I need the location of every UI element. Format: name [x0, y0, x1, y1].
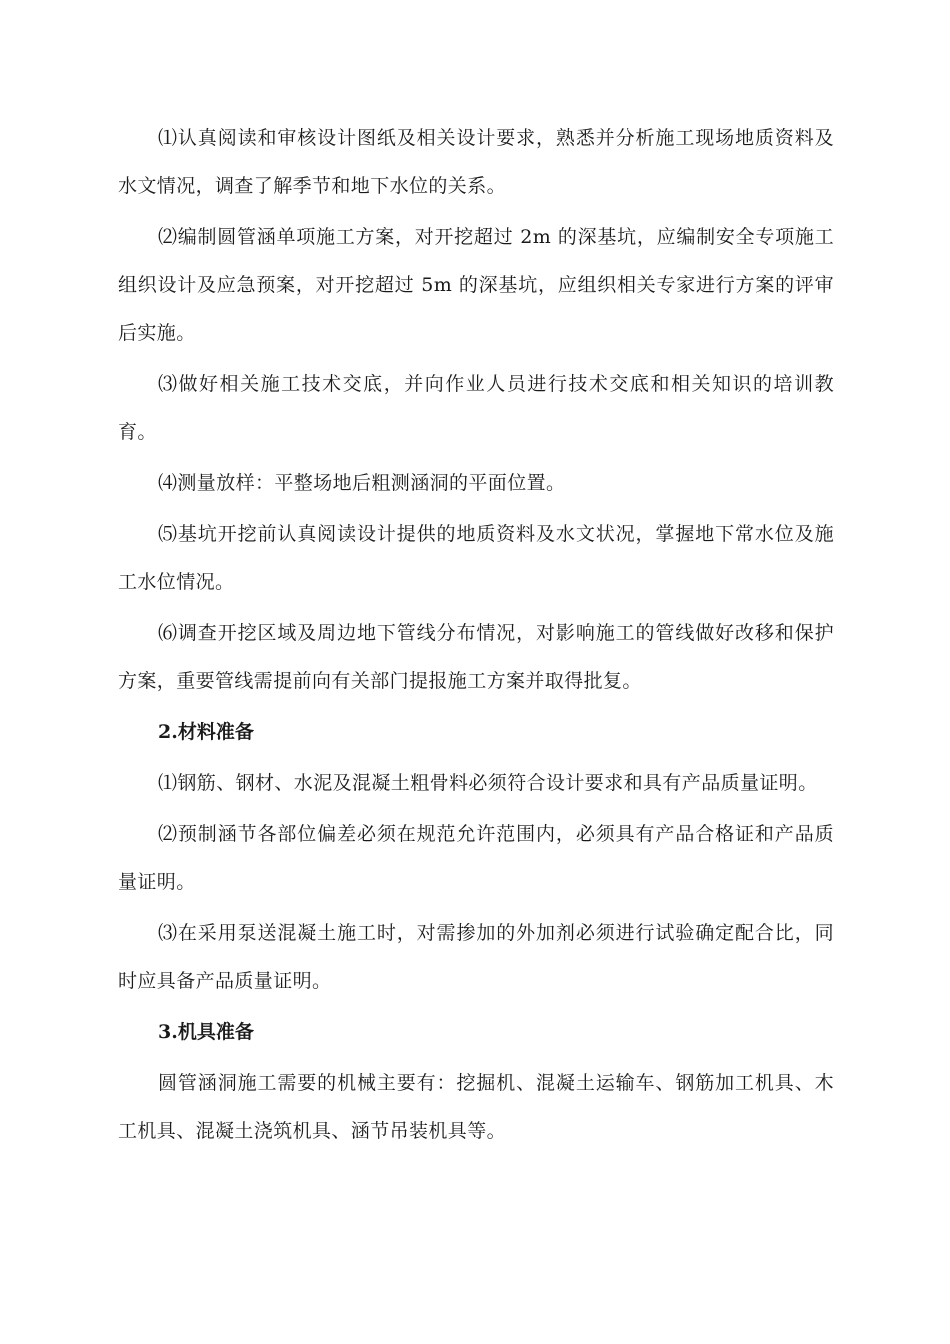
paragraph-steel-cement: ⑴钢筋、钢材、水泥及混凝土粗骨料必须符合设计要求和具有产品质量证明。 — [158, 772, 818, 794]
paragraph-pumped-concrete: ⑶在采用泵送混凝土施工时，对需掺加的外加剂必须进行试验确定配合比，同时应具备产品质量证明。 — [118, 922, 834, 992]
paragraph-construction-plan: ⑵编制圆管涵单项施工方案，对开挖超过 2m 的深基坑，应编制安全专项施工组织设计及应急预案，对开挖超过 5m 的深基坑，应组织相关专家进行方案的评审后实施。 — [118, 226, 834, 344]
section-heading-materials: 2.材料准备 — [158, 721, 254, 743]
paragraph-machinery-list: 圆管涵洞施工需要的机械主要有：挖掘机、混凝土运输车、钢筋加工机具、木工机具、混凝土浇筑机具、涵节吊装机具等。 — [118, 1072, 834, 1142]
section-heading-machinery: 3.机具准备 — [158, 1021, 254, 1043]
paragraph-survey-layout: ⑷测量放样：平整场地后粗测涵洞的平面位置。 — [158, 472, 566, 494]
document-body — [118, 114, 834, 1158]
paragraph-technical-briefing: ⑶做好相关施工技术交底，并向作业人员进行技术交底和相关知识的培训教育。 — [118, 373, 834, 443]
paragraph-precast-culvert: ⑵预制涵节各部位偏差必须在规范允许范围内，必须具有产品合格证和产品质量证明。 — [118, 823, 834, 893]
paragraph-excavation-geology: ⑸基坑开挖前认真阅读设计提供的地质资料及水文状况，掌握地下常水位及施工水位情况。 — [118, 523, 834, 593]
paragraph-pipeline-survey: ⑹调查开挖区域及周边地下管线分布情况，对影响施工的管线做好改移和保护方案，重要管线需提前向有关部门提报施工方案并取得批复。 — [118, 622, 834, 692]
paragraph-design-review: ⑴认真阅读和审核设计图纸及相关设计要求，熟悉并分析施工现场地质资料及水文情况，调查了解季节和地下水位的关系。 — [118, 127, 834, 197]
